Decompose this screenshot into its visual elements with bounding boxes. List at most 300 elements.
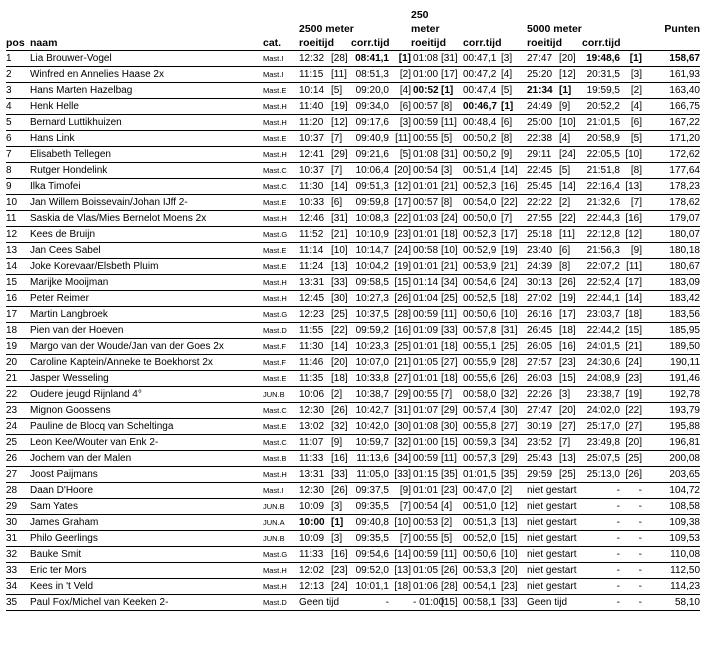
cell-rank-corr-5000: [15] — [620, 323, 642, 339]
cell-roeitijd-5000: 24:49 — [527, 99, 559, 115]
cell-pos: 4 — [6, 99, 30, 115]
cell-corr-5000: 21:56,3 — [582, 243, 620, 259]
cell-corr-2500: 09:34,0 — [351, 99, 389, 115]
cell-points: 172,62 — [642, 147, 700, 163]
cell-roeitijd-2500: 12:32 — [299, 51, 331, 67]
cell-corr-2500: 09:21,6 — [351, 147, 389, 163]
cell-roeitijd-250: 00:54 — [411, 499, 441, 515]
cell-cat: Mast.H — [263, 99, 299, 115]
cell-corr-250: 00:47,2 — [463, 67, 501, 83]
cell-pos: 14 — [6, 259, 30, 275]
cell-corr-250: 01:01,5 — [463, 467, 501, 483]
cell-rank-corr-2500: [13] — [389, 563, 411, 579]
cell-corr-5000: 22:05,5 — [582, 147, 620, 163]
cell-roeitijd-250: 00:59 — [411, 307, 441, 323]
cell-name: Philo Geerlings — [30, 531, 263, 547]
cell-rank-roeitijd-5000: [8] — [559, 259, 582, 275]
cell-corr-2500: 09:35,5 — [351, 531, 389, 547]
cell-cat: Mast.C — [263, 403, 299, 419]
cell-corr-2500: 10:59,7 — [351, 435, 389, 451]
cell-roeitijd-2500: 11:46 — [299, 355, 331, 371]
cell-points: 179,07 — [642, 211, 700, 227]
table-row — [6, 323, 700, 339]
cell-rank-roeitijd-250: [18] — [441, 339, 463, 355]
cell-corr-250: 00:52,3 — [463, 227, 501, 243]
cell-roeitijd-250: 00:58 — [411, 243, 441, 259]
cell-rank-roeitijd-250: [11] — [441, 547, 463, 563]
cell-rank-corr-2500: [1] — [389, 51, 411, 67]
cell-roeitijd-2500: 10:14 — [299, 83, 331, 99]
header-pos: pos — [6, 36, 30, 51]
cell-roeitijd-250: 00:57 — [411, 195, 441, 211]
cell-pos: 2 — [6, 67, 30, 83]
cell-rank-roeitijd-2500: [14] — [331, 339, 351, 355]
table-row — [6, 355, 700, 371]
cell-points: 58,10 — [642, 595, 700, 611]
cell-corr-250: 00:51,4 — [463, 163, 501, 179]
cell-name: Paul Fox/Michel van Keeken 2- — [30, 595, 263, 611]
cell-rank-roeitijd-250: [30] — [441, 419, 463, 435]
cell-points: 196,81 — [642, 435, 700, 451]
cell-pos: 12 — [6, 227, 30, 243]
cell-rank-roeitijd-250: [21] — [441, 259, 463, 275]
cell-cat: JUN.A — [263, 515, 299, 531]
cell-points: 200,08 — [642, 451, 700, 467]
cell-points: 163,40 — [642, 83, 700, 99]
cell-cat: Mast.H — [263, 147, 299, 163]
cell-rank-roeitijd-5000: [4] — [559, 131, 582, 147]
cell-rank-roeitijd-2500: [6] — [331, 195, 351, 211]
cell-rank-corr-2500: [7] — [389, 531, 411, 547]
cell-cat: JUN.B — [263, 531, 299, 547]
cell-rank-corr-250: [25] — [501, 339, 527, 355]
cell-corr-2500: 10:14,7 — [351, 243, 389, 259]
cell-corr-250: 00:54,6 — [463, 275, 501, 291]
cell-roeitijd-2500: 11:33 — [299, 451, 331, 467]
cell-points: 178,23 — [642, 179, 700, 195]
cell-corr-2500: 10:27,3 — [351, 291, 389, 307]
cell-roeitijd-5000: Geen tijd — [527, 595, 582, 611]
cell-corr-5000: 24:30,6 — [582, 355, 620, 371]
cell-rank-roeitijd-5000: [11] — [559, 227, 582, 243]
cell-corr-5000: 22:07,2 — [582, 259, 620, 275]
cell-rank-corr-5000: [13] — [620, 179, 642, 195]
cell-roeitijd-250: 01:00 — [411, 435, 441, 451]
cell-roeitijd-250: 00:52 — [411, 83, 441, 99]
cell-rank-corr-250: [9] — [501, 147, 527, 163]
cell-roeitijd-2500: 11:24 — [299, 259, 331, 275]
cell-rank-corr-250: [27] — [501, 419, 527, 435]
table-row — [6, 131, 700, 147]
table-row — [6, 563, 700, 579]
cell-name: Peter Reimer — [30, 291, 263, 307]
cell-roeitijd-2500: 10:06 — [299, 387, 331, 403]
cell-pos: 31 — [6, 531, 30, 547]
cell-rank-roeitijd-250: [11] — [441, 307, 463, 323]
cell-rank-roeitijd-250: [15] — [441, 595, 463, 611]
cell-corr-5000: - — [582, 563, 620, 579]
cell-rank-corr-5000: - — [620, 515, 642, 531]
cell-name: James Graham — [30, 515, 263, 531]
cell-pos: 19 — [6, 339, 30, 355]
cell-points: 190,11 — [642, 355, 700, 371]
table-row — [6, 99, 700, 115]
cell-rank-corr-250: [10] — [501, 307, 527, 323]
cell-roeitijd-250: 01:01 — [411, 371, 441, 387]
cell-roeitijd-2500: 11:20 — [299, 115, 331, 131]
cell-cat: Mast.C — [263, 179, 299, 195]
cell-corr-5000: 21:01,5 — [582, 115, 620, 131]
cell-rank-roeitijd-5000: [19] — [559, 291, 582, 307]
cell-rank-roeitijd-5000: [24] — [559, 147, 582, 163]
cell-corr-2500: 09:20,0 — [351, 83, 389, 99]
cell-corr-5000: 22:12,8 — [582, 227, 620, 243]
cell-corr-5000: - — [582, 483, 620, 499]
cell-rank-roeitijd-2500: [23] — [331, 563, 351, 579]
cell-rank-roeitijd-2500: [12] — [331, 115, 351, 131]
cell-corr-2500: 08:41,1 — [351, 51, 389, 67]
cell-corr-250: 00:53,9 — [463, 259, 501, 275]
cell-roeitijd-250: 00:59 — [411, 547, 441, 563]
cell-pos: 11 — [6, 211, 30, 227]
cell-rank-corr-2500: [6] — [389, 99, 411, 115]
cell-cat: Mast.C — [263, 435, 299, 451]
cell-corr-250: 00:51,3 — [463, 515, 501, 531]
cell-name: Mignon Goossens — [30, 403, 263, 419]
cell-corr-2500: 09:51,3 — [351, 179, 389, 195]
cell-corr-5000: - — [582, 579, 620, 595]
cell-roeitijd-250: 00:55 — [411, 387, 441, 403]
cell-rank-roeitijd-2500: [33] — [331, 467, 351, 483]
cell-roeitijd-2500: 12:45 — [299, 291, 331, 307]
cell-rank-corr-2500: [30] — [389, 419, 411, 435]
cell-rank-corr-5000: - — [620, 531, 642, 547]
cell-corr-5000: - — [582, 595, 620, 611]
cell-roeitijd-250: 01:08 — [411, 147, 441, 163]
cell-rank-roeitijd-250: [4] — [441, 499, 463, 515]
cell-corr-2500: 10:01,1 — [351, 579, 389, 595]
cell-roeitijd-2500: 11:33 — [299, 547, 331, 563]
cell-roeitijd-5000: 25:45 — [527, 179, 559, 195]
cell-rank-corr-5000: [7] — [620, 195, 642, 211]
cell-cat: Mast.C — [263, 163, 299, 179]
cell-rank-corr-5000: - — [620, 499, 642, 515]
cell-points: 109,38 — [642, 515, 700, 531]
cell-rank-roeitijd-2500: [7] — [331, 163, 351, 179]
cell-rank-roeitijd-2500: [25] — [331, 307, 351, 323]
cell-roeitijd-5000: 22:26 — [527, 387, 559, 403]
cell-corr-2500: 11:13,6 — [351, 451, 389, 467]
cell-points: 192,78 — [642, 387, 700, 403]
cell-roeitijd-250: 01:05 — [411, 563, 441, 579]
cell-rank-corr-2500: [29] — [389, 387, 411, 403]
cell-rank-roeitijd-250: [25] — [441, 291, 463, 307]
cell-name: Joke Korevaar/Elsbeth Pluim — [30, 259, 263, 275]
cell-roeitijd-5000: 27:02 — [527, 291, 559, 307]
cell-roeitijd-5000: niet gestart — [527, 515, 582, 531]
cell-rank-corr-2500: [15] — [389, 275, 411, 291]
cell-rank-corr-250: [17] — [501, 227, 527, 243]
table-row — [6, 275, 700, 291]
cell-rank-roeitijd-250: [34] — [441, 275, 463, 291]
cell-roeitijd-250: 01:01 — [411, 179, 441, 195]
cell-rank-roeitijd-250: [1] — [441, 83, 463, 99]
cell-rank-corr-250: [28] — [501, 355, 527, 371]
cell-roeitijd-5000: 26:16 — [527, 307, 559, 323]
cell-rank-roeitijd-2500: [33] — [331, 275, 351, 291]
cell-rank-corr-5000: [25] — [620, 451, 642, 467]
cell-rank-roeitijd-2500: [2] — [331, 387, 351, 403]
cell-corr-5000: 22:52,4 — [582, 275, 620, 291]
cell-rank-corr-250: [3] — [501, 51, 527, 67]
cell-pos: 8 — [6, 163, 30, 179]
cell-rank-corr-2500: [17] — [389, 195, 411, 211]
cell-roeitijd-250: 00:55 — [411, 131, 441, 147]
cell-rank-corr-250: [16] — [501, 179, 527, 195]
cell-roeitijd-2500: 11:40 — [299, 99, 331, 115]
header-roeitijd-2500: roeitijd — [299, 36, 351, 51]
cell-rank-corr-250: [18] — [501, 291, 527, 307]
cell-corr-250: 00:51,0 — [463, 499, 501, 515]
cell-points: 189,50 — [642, 339, 700, 355]
cell-corr-5000: 20:31,5 — [582, 67, 620, 83]
cell-rank-roeitijd-2500: [5] — [331, 83, 351, 99]
table-row — [6, 371, 700, 387]
cell-rank-corr-5000: [12] — [620, 227, 642, 243]
cell-corr-250: 00:55,6 — [463, 371, 501, 387]
cell-rank-corr-2500: [4] — [389, 83, 411, 99]
cell-corr-2500: 09:17,6 — [351, 115, 389, 131]
cell-roeitijd-5000: niet gestart — [527, 579, 582, 595]
cell-corr-250: 00:50,6 — [463, 307, 501, 323]
cell-rank-corr-2500: [12] — [389, 179, 411, 195]
table-row — [6, 339, 700, 355]
cell-cat: Mast.D — [263, 323, 299, 339]
cell-rank-corr-2500: [18] — [389, 579, 411, 595]
cell-rank-roeitijd-5000: [18] — [559, 323, 582, 339]
cell-rank-roeitijd-2500: [3] — [331, 499, 351, 515]
cell-rank-roeitijd-2500: [14] — [331, 179, 351, 195]
table-row — [6, 579, 700, 595]
cell-corr-2500: 10:04,2 — [351, 259, 389, 275]
cell-rank-corr-2500: [28] — [389, 307, 411, 323]
cell-corr-5000: 22:16,4 — [582, 179, 620, 195]
cell-rank-roeitijd-5000: [6] — [559, 243, 582, 259]
cell-corr-250: 00:57,8 — [463, 323, 501, 339]
results-table — [6, 8, 700, 611]
cell-rank-corr-250: [8] — [501, 131, 527, 147]
cell-name: Pien van der Hoeven — [30, 323, 263, 339]
cell-points: 112,50 — [642, 563, 700, 579]
cell-roeitijd-250: 01:15 — [411, 467, 441, 483]
cell-rank-roeitijd-250: [5] — [441, 531, 463, 547]
cell-rank-roeitijd-2500: [16] — [331, 547, 351, 563]
cell-rank-roeitijd-2500: [20] — [331, 355, 351, 371]
table-row — [6, 195, 700, 211]
cell-rank-roeitijd-2500: [3] — [331, 531, 351, 547]
table-row — [6, 211, 700, 227]
cell-corr-2500: 10:33,8 — [351, 371, 389, 387]
cell-rank-corr-250: [33] — [501, 595, 527, 611]
cell-pos: 5 — [6, 115, 30, 131]
cell-pos: 32 — [6, 547, 30, 563]
cell-corr-2500: 10:37,5 — [351, 307, 389, 323]
cell-points: 180,67 — [642, 259, 700, 275]
cell-roeitijd-2500: 12:30 — [299, 483, 331, 499]
table-row — [6, 531, 700, 547]
cell-rank-corr-5000: [11] — [620, 259, 642, 275]
cell-rank-roeitijd-2500: [1] — [331, 515, 351, 531]
table-row — [6, 307, 700, 323]
cell-rank-corr-5000: [26] — [620, 467, 642, 483]
cell-rank-roeitijd-2500: [10] — [331, 243, 351, 259]
cell-roeitijd-5000: 30:13 — [527, 275, 559, 291]
header-row-columns — [6, 36, 700, 51]
cell-roeitijd-5000: 27:57 — [527, 355, 559, 371]
table-row — [6, 115, 700, 131]
cell-rank-roeitijd-250: [11] — [441, 115, 463, 131]
cell-corr-250: 00:57,3 — [463, 451, 501, 467]
cell-points: 158,67 — [642, 51, 700, 67]
cell-rank-corr-2500: [23] — [389, 227, 411, 243]
cell-rank-corr-250: [14] — [501, 163, 527, 179]
cell-roeitijd-250: 00:57 — [411, 99, 441, 115]
cell-corr-250: 00:50,6 — [463, 547, 501, 563]
table-row — [6, 67, 700, 83]
cell-roeitijd-2500: 13:02 — [299, 419, 331, 435]
cell-corr-2500: 09:40,8 — [351, 515, 389, 531]
cell-pos: 18 — [6, 323, 30, 339]
cell-name: Jasper Wesseling — [30, 371, 263, 387]
cell-rank-roeitijd-2500: [26] — [331, 483, 351, 499]
cell-rank-corr-250: [21] — [501, 259, 527, 275]
cell-cat: Mast.E — [263, 131, 299, 147]
cell-roeitijd-250: 01:07 — [411, 403, 441, 419]
cell-rank-roeitijd-250: [18] — [441, 371, 463, 387]
cell-roeitijd-2500: 12:41 — [299, 147, 331, 163]
cell-roeitijd-2500: 10:09 — [299, 531, 331, 547]
cell-name: Rutger Hondelink — [30, 163, 263, 179]
cell-roeitijd-2500: 11:15 — [299, 67, 331, 83]
header-roeitijd-5000: roeitijd — [527, 36, 582, 51]
results-body — [6, 8, 700, 611]
cell-rank-corr-2500: [10] — [389, 515, 411, 531]
cell-cat: Mast.E — [263, 83, 299, 99]
cell-corr-250: 00:52,9 — [463, 243, 501, 259]
cell-roeitijd-5000: 25:00 — [527, 115, 559, 131]
cell-corr-2500: 09:58,5 — [351, 275, 389, 291]
cell-cat: Mast.H — [263, 115, 299, 131]
cell-rank-roeitijd-5000: [1] — [559, 83, 582, 99]
cell-corr-5000: 19:48,6 — [582, 51, 620, 67]
cell-rank-roeitijd-5000: [5] — [559, 163, 582, 179]
cell-name: Bernard Luttikhuizen — [30, 115, 263, 131]
cell-pos: 29 — [6, 499, 30, 515]
cell-rank-corr-250: [29] — [501, 451, 527, 467]
cell-rank-corr-2500: [5] — [389, 147, 411, 163]
table-row — [6, 387, 700, 403]
table-row — [6, 451, 700, 467]
cell-rank-roeitijd-250: [23] — [441, 483, 463, 499]
cell-name: Marijke Mooijman — [30, 275, 263, 291]
cell-rank-roeitijd-5000: [20] — [559, 51, 582, 67]
cell-rank-corr-5000: [18] — [620, 307, 642, 323]
cell-rank-roeitijd-250: [10] — [441, 243, 463, 259]
table-row — [6, 259, 700, 275]
cell-rank-roeitijd-250: [21] — [441, 179, 463, 195]
cell-pos: 9 — [6, 179, 30, 195]
cell-corr-250: 00:52,3 — [463, 179, 501, 195]
cell-rank-corr-250: [2] — [501, 483, 527, 499]
cell-cat: Mast.E — [263, 195, 299, 211]
cell-corr-5000: 19:59,5 — [582, 83, 620, 99]
cell-rank-roeitijd-2500: [11] — [331, 67, 351, 83]
table-row — [6, 179, 700, 195]
cell-corr-250: 00:52,0 — [463, 531, 501, 547]
header-corr-250: corr.tijd — [463, 36, 527, 51]
header-corr-2500: corr.tijd — [351, 36, 411, 51]
cell-rank-corr-250: [23] — [501, 579, 527, 595]
cell-pos: 27 — [6, 467, 30, 483]
cell-corr-5000: - — [582, 531, 620, 547]
cell-pos: 6 — [6, 131, 30, 147]
cell-name: Jan Willem Boissevain/Johan IJff 2- — [30, 195, 263, 211]
cell-rank-roeitijd-2500: [16] — [331, 451, 351, 467]
cell-roeitijd-2500: 12:13 — [299, 579, 331, 595]
cell-roeitijd-5000: 21:34 — [527, 83, 559, 99]
cell-roeitijd-2500: 12:30 — [299, 403, 331, 419]
cell-rank-roeitijd-250: [8] — [441, 99, 463, 115]
cell-rank-roeitijd-5000: [3] — [559, 387, 582, 403]
cell-rank-corr-250: [32] — [501, 387, 527, 403]
cell-roeitijd-2500: 11:35 — [299, 371, 331, 387]
cell-corr-5000: 24:08,9 — [582, 371, 620, 387]
cell-name: Jan Cees Sabel — [30, 243, 263, 259]
cell-corr-5000: 24:01,5 — [582, 339, 620, 355]
cell-rank-corr-2500: [25] — [389, 339, 411, 355]
cell-roeitijd-250: 00:59 — [411, 115, 441, 131]
cell-points: 191,46 — [642, 371, 700, 387]
cell-corr-2500: 10:23,3 — [351, 339, 389, 355]
cell-rank-corr-250: [1] — [501, 99, 527, 115]
cell-points: 183,42 — [642, 291, 700, 307]
cell-rank-corr-2500: [27] — [389, 371, 411, 387]
cell-corr-2500: 10:07,0 — [351, 355, 389, 371]
cell-rank-roeitijd-250: [15] — [441, 435, 463, 451]
cell-cat: Mast.H — [263, 211, 299, 227]
cell-corr-250: 00:55,9 — [463, 355, 501, 371]
cell-pos: 20 — [6, 355, 30, 371]
cell-rank-roeitijd-2500: [22] — [331, 323, 351, 339]
cell-rank-roeitijd-2500: [31] — [331, 211, 351, 227]
cell-roeitijd-250: 01:05 — [411, 355, 441, 371]
cell-roeitijd-5000: 27:47 — [527, 51, 559, 67]
cell-rank-corr-5000: [6] — [620, 115, 642, 131]
cell-cat: Mast.D — [263, 595, 299, 611]
cell-cat: Mast.H — [263, 275, 299, 291]
table-row — [6, 419, 700, 435]
cell-name: Hans Marten Hazelbag — [30, 83, 263, 99]
cell-rank-roeitijd-2500: [29] — [331, 147, 351, 163]
cell-corr-2500: 10:38,7 — [351, 387, 389, 403]
cell-rank-roeitijd-250: [35] — [441, 467, 463, 483]
cell-name: Saskia de Vlas/Mies Bernelot Moens 2x — [30, 211, 263, 227]
cell-rank-corr-5000: [16] — [620, 211, 642, 227]
header-2500-meter: 2500 meter — [299, 23, 354, 35]
table-row — [6, 547, 700, 563]
table-row — [6, 467, 700, 483]
cell-rank-roeitijd-250: [28] — [441, 579, 463, 595]
